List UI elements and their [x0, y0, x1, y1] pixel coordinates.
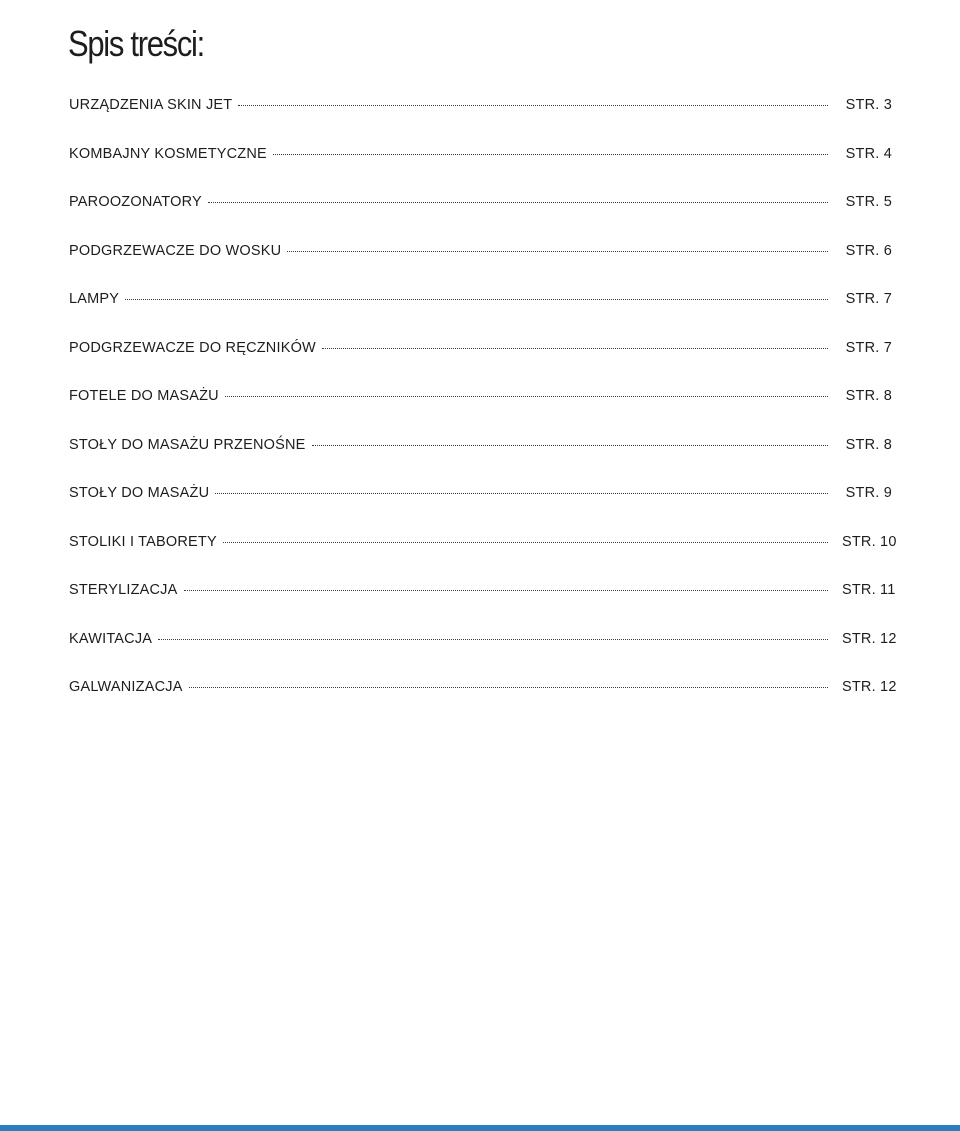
toc-entry-label: KAWITACJA	[69, 630, 153, 647]
toc-dot-leader	[208, 202, 828, 203]
toc-entry-page: STR. 10	[842, 533, 897, 550]
toc-entry-label: PODGRZEWACZE DO RĘCZNIKÓW	[69, 339, 316, 356]
toc-dot-leader	[184, 590, 829, 591]
toc-entry-page: STR. 3	[845, 97, 892, 113]
toc-dot-leader	[322, 348, 828, 349]
toc-dot-leader	[312, 445, 828, 446]
toc-dot-leader	[287, 251, 828, 252]
toc-entry-page: STR. 8	[845, 388, 892, 404]
toc-entry-label: STOŁY DO MASAŻU PRZENOŚNE	[69, 436, 306, 453]
toc-entry-label: STOŁY DO MASAŻU	[69, 485, 210, 501]
toc-entry-label: KOMBAJNY KOSMETYCZNE	[69, 145, 267, 162]
table-of-contents	[69, 95, 897, 726]
toc-entry-page: STR. 12	[842, 630, 897, 647]
toc-entry[interactable]	[69, 629, 897, 678]
toc-dot-leader	[158, 639, 828, 640]
toc-entry[interactable]	[69, 144, 892, 193]
toc-entry-label: GALWANIZACJA	[69, 679, 183, 695]
toc-dot-leader	[215, 493, 828, 494]
toc-entry-page: STR. 12	[842, 679, 897, 695]
toc-dot-leader	[273, 154, 828, 155]
toc-dot-leader	[223, 542, 828, 543]
toc-entry[interactable]	[69, 483, 892, 532]
toc-entry[interactable]	[69, 241, 892, 290]
toc-entry-label: PODGRZEWACZE DO WOSKU	[69, 242, 282, 259]
toc-entry-page: STR. 7	[845, 339, 892, 356]
toc-entry[interactable]	[69, 386, 892, 435]
toc-entry[interactable]	[69, 677, 897, 726]
toc-entry-page: STR. 11	[842, 582, 896, 598]
toc-entry-page: STR. 8	[845, 436, 892, 453]
toc-entry-label: FOTELE DO MASAŻU	[69, 388, 219, 404]
toc-entry[interactable]	[69, 192, 892, 241]
bottom-accent-bar	[0, 1125, 960, 1131]
toc-entry[interactable]	[69, 338, 892, 387]
toc-dot-leader	[125, 299, 828, 300]
toc-entry[interactable]	[69, 580, 896, 629]
toc-dot-leader	[238, 105, 828, 106]
toc-entry[interactable]	[69, 95, 892, 144]
toc-dot-leader	[225, 396, 828, 397]
toc-entry-label: PAROOZONATORY	[69, 194, 202, 210]
toc-dot-leader	[189, 687, 828, 688]
toc-entry-page: STR. 6	[845, 242, 892, 259]
toc-entry[interactable]	[69, 532, 897, 581]
toc-entry-page: STR. 5	[845, 194, 892, 210]
toc-entry-label: STERYLIZACJA	[69, 582, 178, 598]
page-title: Spis treści:	[68, 23, 204, 65]
toc-entry[interactable]	[69, 435, 892, 484]
toc-entry[interactable]	[69, 289, 892, 338]
toc-entry-label: STOLIKI I TABORETY	[69, 533, 217, 550]
toc-entry-page: STR. 7	[845, 291, 892, 307]
toc-entry-page: STR. 4	[845, 145, 892, 162]
toc-entry-label: URZĄDZENIA SKIN JET	[69, 97, 233, 113]
toc-entry-label: LAMPY	[69, 291, 120, 307]
toc-entry-page: STR. 9	[845, 485, 892, 501]
